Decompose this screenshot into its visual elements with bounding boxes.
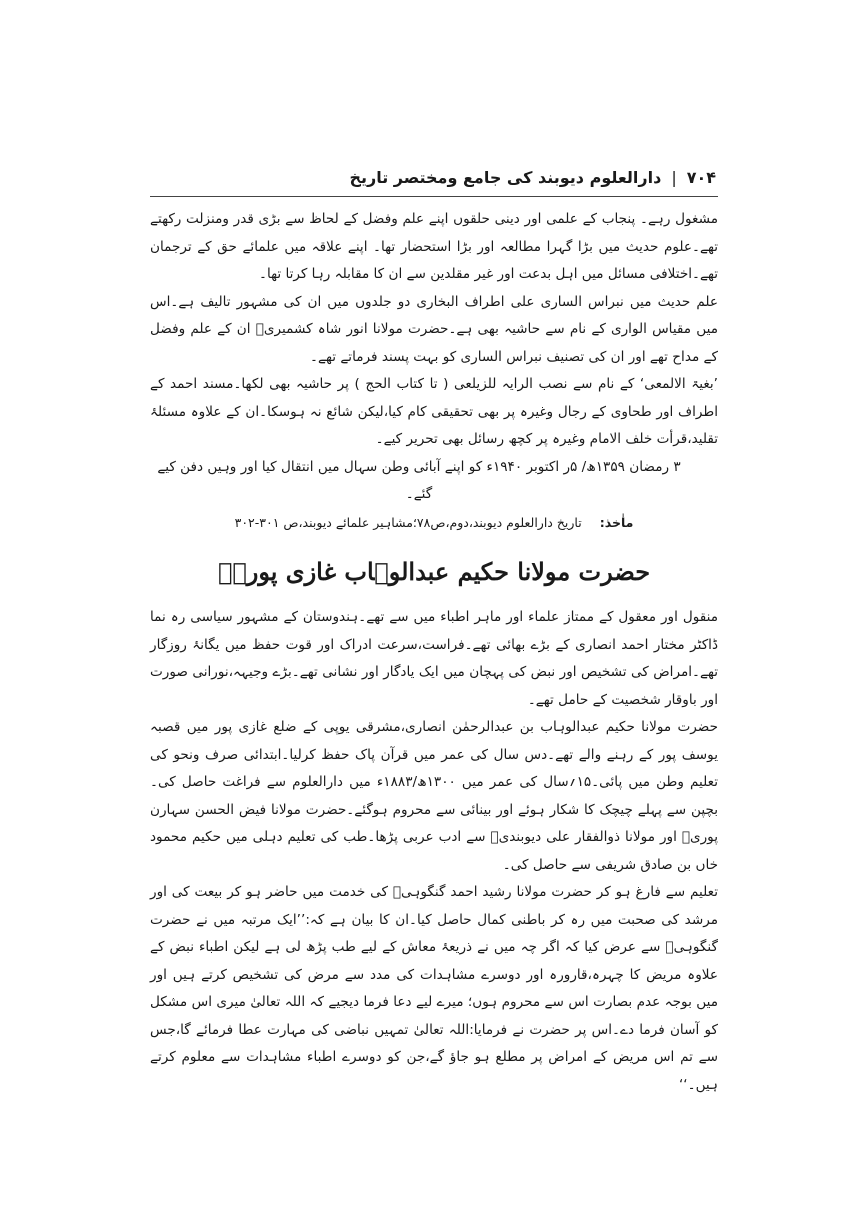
running-header [206, 160, 716, 194]
paragraph-introduction: منقول اور معقول کے ممتاز علماء اور ماہر اطباء میں سے تھے۔ہندوستان کے مشہور سیاسی رہ نما ڈاکٹر مختار احمد انصاری کے بڑے بھائی تھے۔فراست،سرعت ادراک اور قوت حفظ میں یگانۂ روزگار تھے۔امراض کی تشخیص اور نبض کی پہچان میں ایک یادگار اور نشانی تھے۔بڑے وجیہہ،نورانی صورت اور باوقار شخصیت کے حامل تھے۔ [150, 609, 718, 708]
source-label: ماٰخذ: [599, 514, 634, 530]
section-heading: حضرت مولانا حکیم عبدالوہاب غازی پوریؒ [217, 557, 651, 586]
header-rule [150, 196, 718, 197]
paragraph-biography: حضرت مولانا حکیم عبدالوہاب بن عبدالرحمٰن انصاری،مشرقی یوپی کے ضلع غازی پور میں قصبہ یوسف پور کے رہنے والے تھے۔دس سال کی عمر میں قرآن پاک حفظ کرلیا۔ابتدائی صرف ونحو کی تعلیم وطن میں پائی۔۱۵؍سال کی عمر میں ۱۳۰۰ھ/۱۸۸۳ء میں دارالعلوم سے فراغت حاصل کی۔بچپن سے پہلے چیچک کا شکار ہوئے اور بینائی سے محروم ہوگئے۔حضرت مولانا فیض الحسن سہارن پوریؒ اور مولانا ذوالفقار علی دیوبندیؒ سے ادب عربی پڑھا۔طب کی تعلیم دہلی میں حکیم محمود خاں بن صادق شریفی سے حاصل کی۔ [150, 719, 718, 873]
paragraph-death: ۳ رمضان ۱۳۵۹ھ/ ۵ر اکتوبر ۱۹۴۰ء کو اپنے آبائی وطن سہال میں انتقال کیا اور وہیں دفن کیے گئے۔ [157, 458, 681, 502]
page-body [150, 206, 718, 1099]
paragraph-other-works: ’بغیۃ الالمعی‘ کے نام سے نصب الرایہ للزیلعی ( تا کتاب الحج ) پر حاشیہ بھی لکھا۔مسند احمد کے اطراف اور طحاوی کے رجال وغیرہ پر بھی تحقیقی کام کیا،لیکن شائع نہ ہوسکا۔ان کے علاوہ مسئلۂ تقلید،قرأت خلف الامام وغیرہ پر کچھ رسائل بھی تحریر کیے۔ [150, 376, 718, 447]
header-separator: | [671, 167, 677, 187]
book-title: دارالعلوم دیوبند کی جامع ومختصر تاریخ [349, 167, 662, 187]
paragraph-hadith-works: علم حدیث میں نبراس الساری علی اطراف البخاری دو جلدوں میں ان کی مشہور تالیف ہے۔اس میں مقیاس الواری کے نام سے حاشیہ بھی ہے۔حضرت مولانا انور شاہ کشمیریؒ ان کے علم وفضل کے مداح تھے اور ان کی تصنیف نبراس الساری کو بہت پسند فرماتے تھے۔ [150, 293, 718, 365]
paragraph-spiritual-training: تعلیم سے فارغ ہو کر حضرت مولانا رشید احمد گنگوہیؒ کی خدمت میں حاضر ہو کر بیعت کی اور مرشد کی صحبت میں رہ کر باطنی کمال حاصل کیا۔ان کا بیان ہے کہ:’’ایک مرتبہ میں نے حضرت گنگوہیؒ سے عرض کیا کہ اگر چہ میں نے ذریعۂ معاش کے لیے طب پڑھ لی ہے لیکن اطباء نبض کے علاوہ مریض کا چہرہ،قارورہ اور دوسرے مشاہدات کی مدد سے مرض کی تشخیص کرتے ہیں اور میں بوجہ عدم بصارت اس سے محروم ہوں؛ میرے لیے دعا فرما دیجیے کہ اللہ تعالیٰ میری اس مشکل کو آسان فرما دے۔اس پر حضرت نے فرمایا:اللہ تعالیٰ تمہیں نباضی کی مہارت عطا فرمائے گا،جس سے تم اس مریض کے امراض پر مطلع ہو جاؤ گے،جن کو دوسرے اطباء مشاہدات سے معلوم کرتے ہیں۔‘‘ [150, 884, 718, 1093]
source-reference [150, 509, 718, 537]
page-number: ۷۰۴ [686, 167, 716, 187]
paragraph-continuation: مشغول رہے۔ پنجاب کے علمی اور دینی حلقوں اپنے علم وفضل کے لحاظ سے بڑی قدر ومنزلت رکھتے تھے۔علوم حدیث میں بڑا گہرا مطالعہ اور بڑا استحضار تھا۔ اپنے علاقہ میں علمائے حق کے ترجمان تھے۔اختلافی مسائل میں اہل بدعت اور غیر مقلدین سے ان کا مقابلہ رہا کرتا تھا۔ [150, 211, 718, 282]
source-text: تاریخ دارالعلوم دیوبند،دوم،ص۷۸؛مشاہیر علمائے دیوبند،ص ۳۰۱-۳۰۲ [234, 514, 582, 530]
